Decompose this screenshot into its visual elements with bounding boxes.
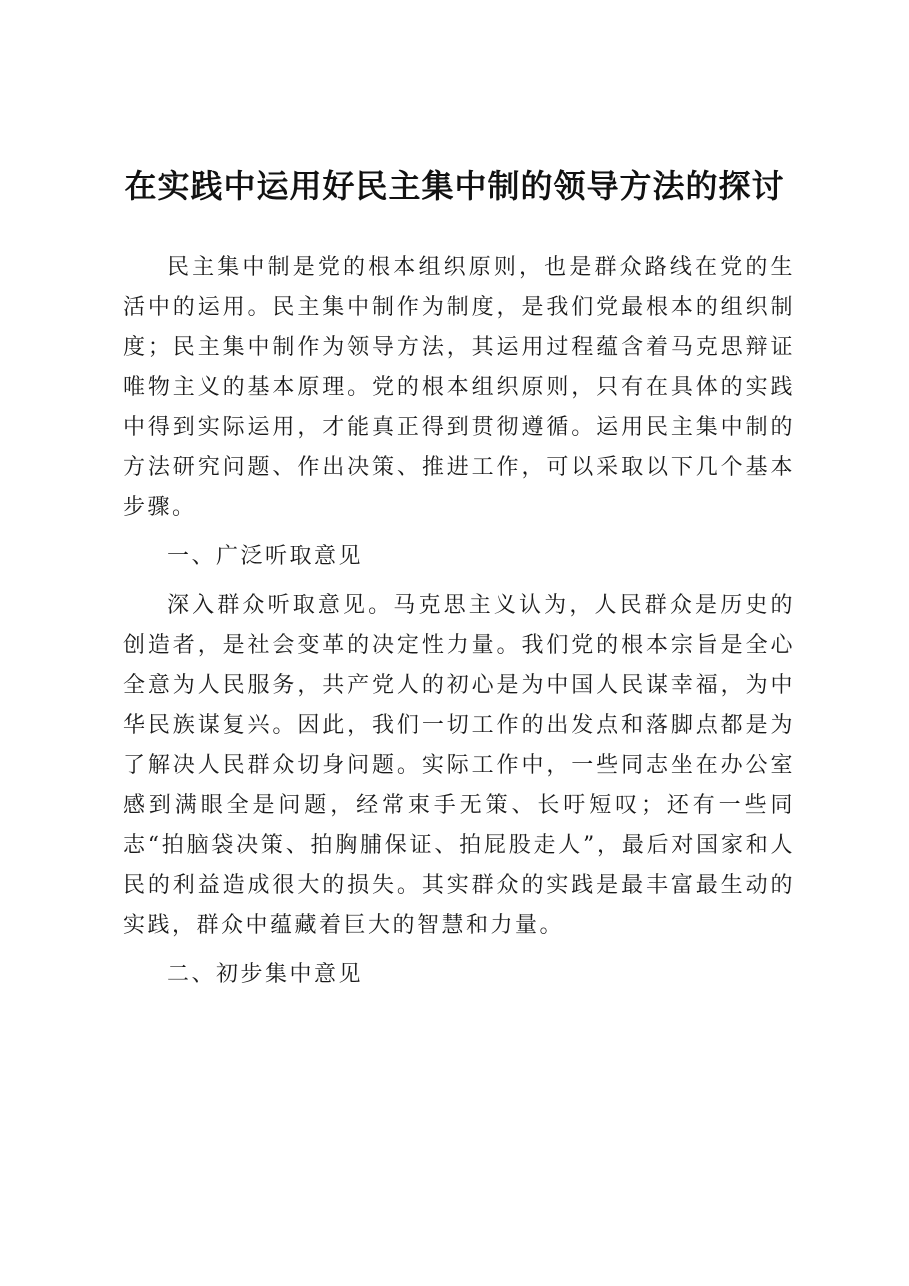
section-heading-1: 一、广泛听取意见 (167, 544, 364, 569)
section-1-paragraph: 深入群众听取意见。马克思主义认为，人民群众是历史的创造者，是社会变革的决定性力量。我们党的根本宗旨是全心全意为人民服务，共产党人的初心是为中国人民谋幸福，为中华民族谋复兴。因此，我们一切工作的出发点和落脚点都是为了解决人民群众切身问题。实际工作中，一些同志坐在办公室感到满眼全是问题，经常束手无策、长吁短叹；还有一些同志“拍脑袋决策、拍胸脯保证、拍屁股走人”，最后对国家和人民的利益造成很大的损失。其实群众的实践是最丰富最生动的实践，群众中蕴藏着巨大的智慧和力量。 (123, 593, 795, 938)
document-body (123, 248, 795, 1004)
section-heading-2: 二、初步集中意见 (167, 962, 364, 987)
document-title: 在实践中运用好民主集中制的领导方法的探讨 (124, 167, 785, 205)
intro-paragraph: 民主集中制是党的根本组织原则，也是群众路线在党的生活中的运用。民主集中制作为制度，是我们党最根本的组织制度；民主集中制作为领导方法，其运用过程蕴含着马克思辩证唯物主义的基本原理。党的根本组织原则，只有在具体的实践中得到实际运用，才能真正得到贯彻遵循。运用民主集中制的方法研究问题、作出决策、推进工作，可以采取以下几个基本步骤。 (123, 255, 795, 520)
